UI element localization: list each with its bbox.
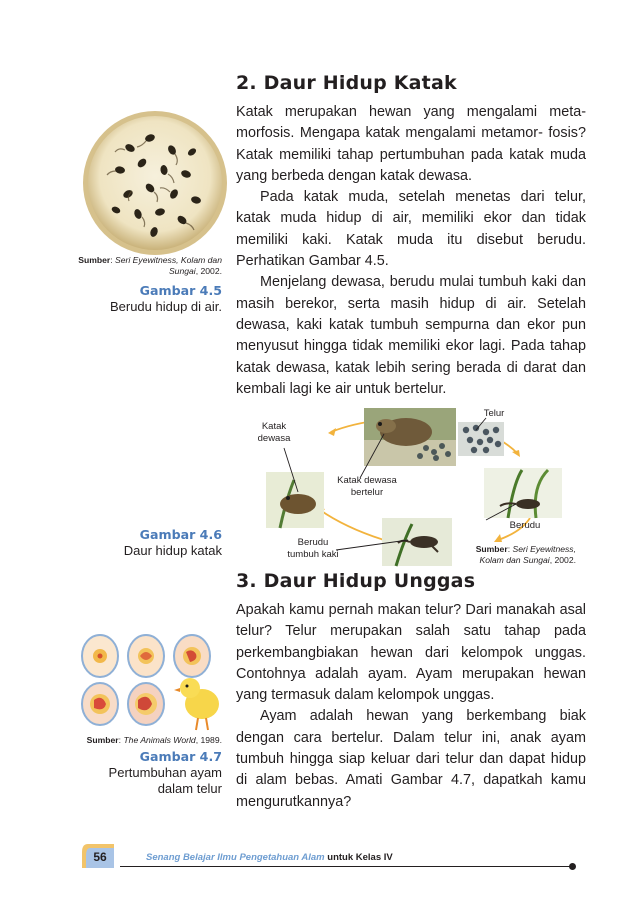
frog-eggs-image — [458, 422, 504, 456]
text-line: kamu mengurutkannya? — [236, 772, 587, 810]
text-line: darat dan kembali lagi ke air untuk bertelur. — [236, 359, 587, 397]
figure-4-7-caption — [70, 765, 222, 797]
text-line: pun menyusut hingga tidak memiliki ekor lagi. Pada — [236, 316, 586, 355]
source-title-2: Sungai — [168, 266, 196, 276]
paragraph-berudu — [236, 187, 586, 272]
text-line: morfosis. Mengapa katak mengalami metamor- — [236, 125, 543, 142]
text-line: Katak merupakan hewan yang mengalami meta- — [236, 104, 586, 120]
text-line: fosis? Katak memiliki tahap pertumbuhan pada — [236, 125, 586, 163]
text-line: tahap katak dewasa, katak lebih sering berada di — [236, 338, 586, 376]
text-line: dan masih berekor, serta masih hidup di air. Setelah — [236, 274, 587, 312]
paragraph-dewasa — [236, 272, 586, 400]
text-line: Ayam adalah hewan yang berkembang biak — [260, 708, 586, 725]
label-line: Katak dewasa — [337, 475, 397, 486]
label-line: Berudu — [297, 537, 329, 548]
label-berudu-kaki — [282, 537, 344, 560]
figure-4-7-source: Sumber: The Animals World, 1989. — [86, 735, 222, 745]
source-title-2: Kolam dan Sungai — [479, 555, 550, 565]
text-line: tumbuh hingga siap keluar dari telur dan dapat — [236, 751, 546, 768]
paragraph-telur — [236, 600, 586, 706]
text-line: katak muda yang berbeda dengan katak dewasa. — [236, 146, 586, 184]
text-line: yang termasuk dalam kelompok unggas. — [236, 687, 495, 704]
source-year: , 2002. — [195, 266, 222, 276]
text-line: Pada katak muda, setelah menetas dari telur, — [260, 189, 586, 206]
section-2-heading: 2. Daur Hidup Katak — [236, 72, 457, 94]
footer-rule — [120, 866, 572, 867]
chick-figure — [174, 678, 219, 730]
text-line: katak muda hidup di air, memiliki ekor dan tidak — [236, 210, 586, 227]
frog-adult-image — [266, 472, 324, 528]
label-telur: Telur — [483, 408, 505, 419]
source-year: , 2002. — [549, 555, 576, 565]
paragraph-metamorphosis — [236, 102, 586, 187]
figure-4-7-title: Gambar 4.7 — [139, 749, 222, 764]
footer-book-title — [146, 852, 393, 863]
section-3-heading: 3. Daur Hidup Unggas — [236, 570, 476, 592]
text-line: memiliki kaki. Katak muda itu disebut berudu. — [236, 231, 586, 248]
source-title: Seri Eyewitness, Kolam dan — [115, 255, 222, 265]
paragraph-ayam — [236, 706, 586, 812]
figure-4-6-title: Gambar 4.6 — [139, 527, 222, 542]
text-line: Menjelang dewasa, berudu mulai tumbuh kaki — [260, 274, 558, 291]
source-label: Sumber — [78, 255, 111, 265]
section-2-body — [236, 102, 586, 400]
text-line: Perhatikan Gambar 4.5. — [236, 253, 389, 270]
page-number: 56 — [93, 850, 107, 864]
figure-4-5-title: Gambar 4.5 — [139, 283, 222, 298]
section-3-body — [236, 600, 586, 813]
figure-4-6-source: Sumber: Seri Eyewitness, Kolam dan Sungai, 2002. — [475, 544, 576, 565]
book-suffix: untuk Kelas IV — [327, 852, 393, 863]
text-line: dewasa, kaki katak tumbuh sempurna dan ekor — [236, 316, 556, 333]
figure-4-5-source: Sumber: Seri Eyewitness, Kolam dan Sungai, 2002. — [78, 255, 222, 276]
text-line: perkembangbiakan hewan dari kelompok unggas. — [236, 644, 586, 661]
source-label: Sumber — [475, 544, 508, 554]
source-title: The Animals World — [123, 735, 196, 745]
text-line: Contohnya adalah ayam. Ayam merupakan hewan — [236, 665, 586, 682]
label-line: Katak — [261, 421, 287, 432]
text-line: Apakah kamu pernah makan telur? Dari manakah — [236, 602, 556, 618]
label-line: tumbuh kaki — [287, 548, 339, 560]
label-line: dewasa — [257, 432, 291, 444]
chick-development-image — [76, 630, 226, 735]
book-title: Senang Belajar Ilmu Pengetahuan Alam — [146, 852, 325, 863]
label-katak-dewasa — [254, 421, 294, 444]
source-year: , 1989. — [195, 735, 222, 745]
tadpole-bowl-image — [80, 108, 230, 258]
text-line: dengan cara bertelur. Dalam telur ini, anak ayam — [236, 729, 586, 746]
caption-line: dalam telur — [157, 781, 222, 796]
label-katak-bertelur — [330, 475, 404, 498]
footer-rule-dot — [569, 863, 576, 870]
label-line: bertelur — [350, 486, 384, 498]
figure-4-5-caption: Berudu hidup di air. — [109, 299, 222, 314]
text-line: asal telur? Telur merupakan salah satu tahap pada — [236, 602, 587, 640]
tadpole-image — [484, 468, 562, 518]
source-title: Seri Eyewitness, — [512, 544, 576, 554]
text-line: hidup di alam bebas. Amati Gambar 4.7, dapatkah — [236, 751, 586, 789]
figure-4-6-caption: Daur hidup katak — [123, 543, 222, 558]
frog-adult-laying-image — [364, 408, 456, 466]
source-label: Sumber — [86, 735, 119, 745]
label-berudu: Berudu — [509, 520, 541, 531]
caption-line: Pertumbuhan ayam — [108, 765, 222, 780]
